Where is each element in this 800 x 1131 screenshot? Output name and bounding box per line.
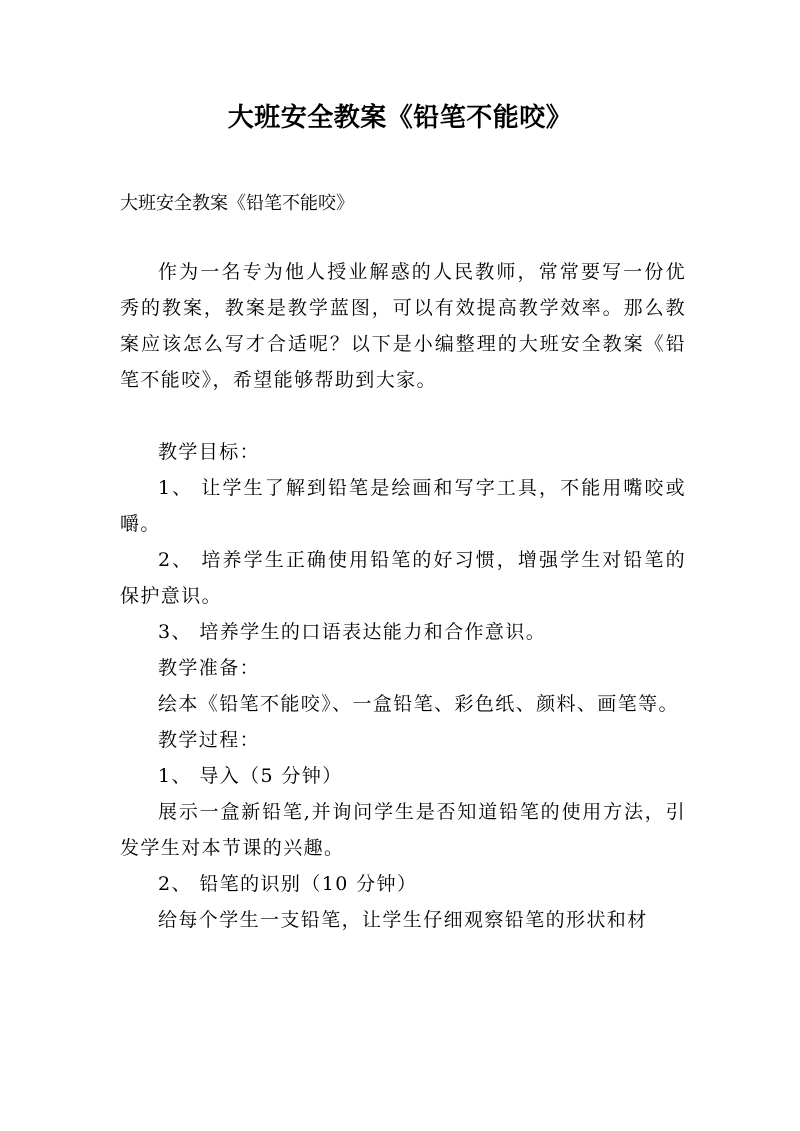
prep-heading: 教学准备： bbox=[158, 657, 261, 679]
goal-item-1: 1、 让学生了解到铅笔是绘画和写字工具，不能用嘴咬或嚼。 bbox=[120, 477, 686, 535]
step-2-text: 给每个学生一支铅笔，让学生仔细观察铅笔的形状和材 bbox=[158, 909, 648, 931]
goals-heading: 教学目标： bbox=[158, 441, 261, 463]
goal-item-2: 2、 培养学生正确使用铅笔的好习惯，增强学生对铅笔的保护意识。 bbox=[120, 549, 686, 607]
document-title: 大班安全教案《铅笔不能咬》 bbox=[227, 103, 573, 133]
step-1-heading: 1、 导入（5 分钟） bbox=[158, 765, 343, 787]
intro-paragraph: 作为一名专为他人授业解惑的人民教师，常常要写一份优秀的教案，教案是教学蓝图，可以有效提高教学效率。那么教案应该怎么写才合适呢？以下是小编整理的大班安全教案《铅笔不能咬》，希望能够帮助到大家。 bbox=[120, 261, 686, 391]
process-heading: 教学过程： bbox=[158, 729, 261, 751]
prep-text: 绘本《铅笔不能咬》、一盒铅笔、彩色纸、颜料、画笔等。 bbox=[158, 693, 679, 715]
document-subtitle: 大班安全教案《铅笔不能咬》 bbox=[120, 193, 354, 214]
goal-item-3: 3、 培养学生的口语表达能力和合作意识。 bbox=[158, 621, 547, 643]
step-1-text: 展示一盒新铅笔,并询问学生是否知道铅笔的使用方法，引发学生对本节课的兴趣。 bbox=[120, 801, 686, 859]
step-2-heading: 2、 铅笔的识别（10 分钟） bbox=[158, 873, 418, 895]
document-body bbox=[120, 254, 686, 938]
